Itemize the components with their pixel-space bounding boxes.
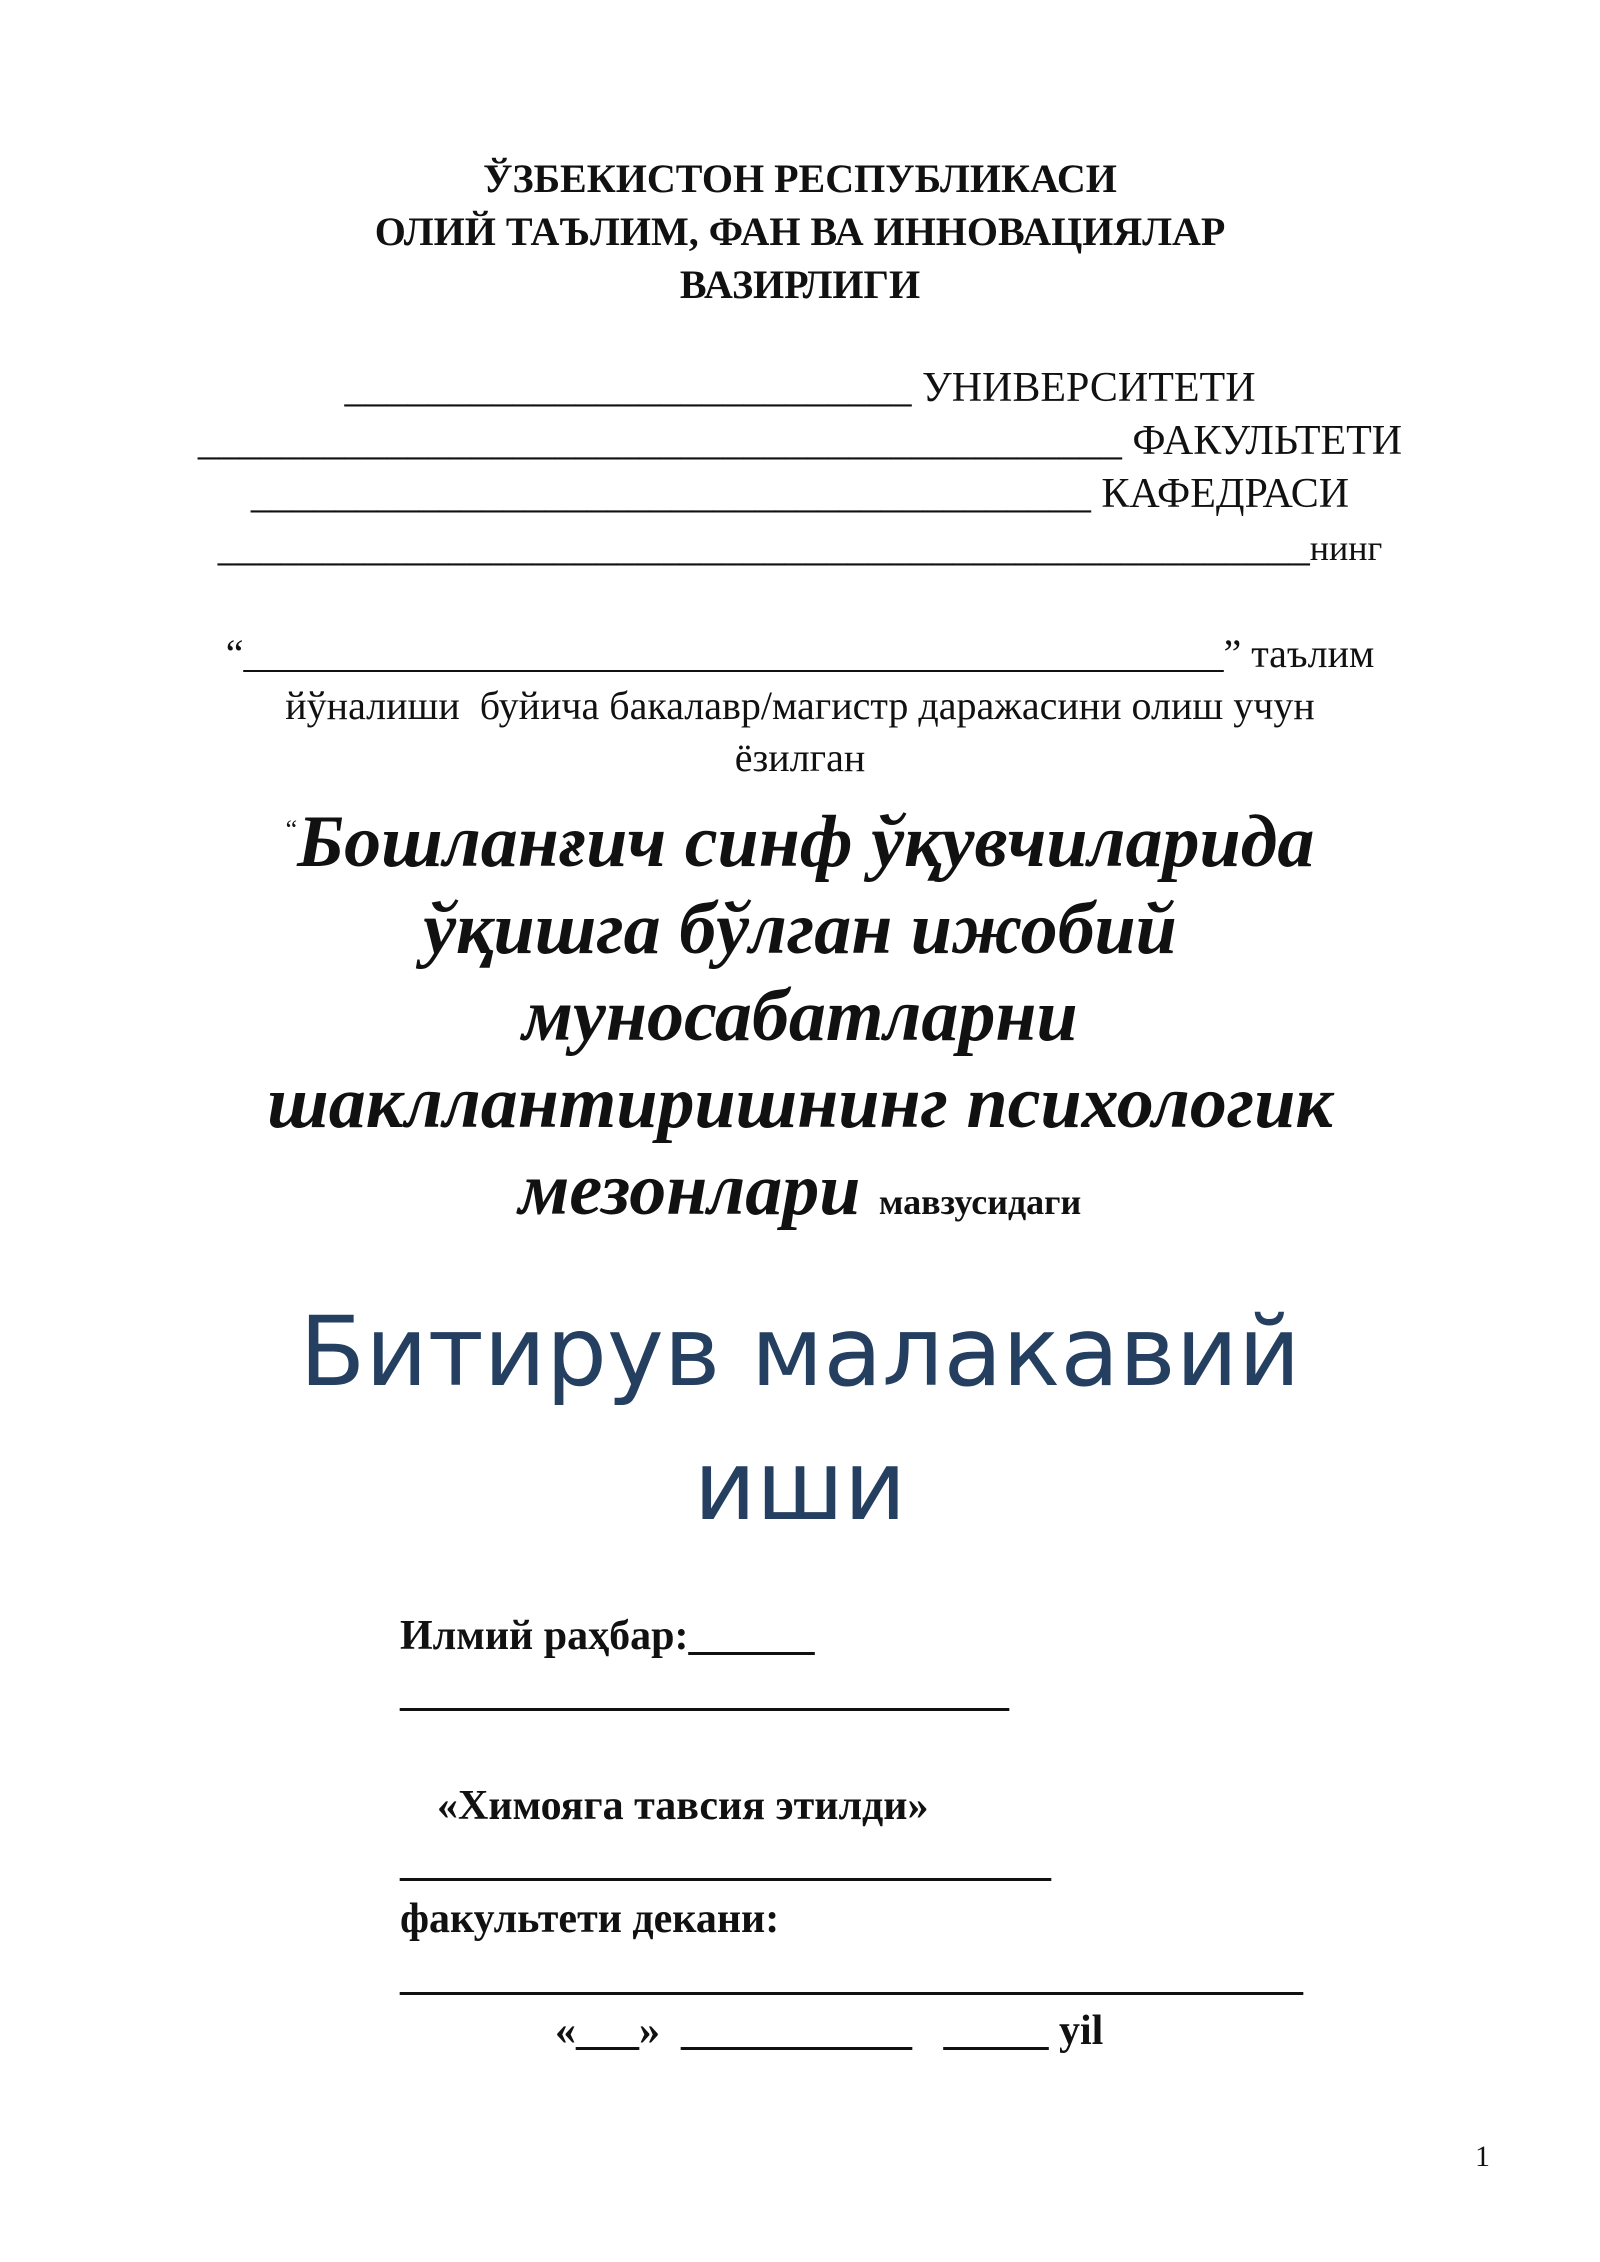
dean-blank: ___________________________________________: [400, 1953, 1303, 1999]
work-type-title: [0, 1285, 1600, 1553]
study-direction: [0, 628, 1600, 784]
topic-open-quote: “: [285, 815, 298, 844]
ning-blank: ____________________________________________________: [217, 524, 1310, 570]
faculty-line: ____________________________________________ ФАКУЛЬТЕТИ: [197, 418, 1403, 464]
topic-line-4: шакллантиришнинг психологик: [267, 1062, 1333, 1144]
ministry-line-2: ОЛИЙ ТАЪЛИМ, ФАН ВА ИННОВАЦИЯЛАР: [374, 209, 1226, 254]
direction-line-1: “_________________________________________________” таълим: [225, 631, 1375, 676]
direction-line-2: йўналиши буйича бакалавр/магистр даражасини олиш учун: [285, 683, 1315, 728]
ministry-line-1: ЎЗБЕКИСТОН РЕСПУБЛИКАСИ: [483, 156, 1117, 201]
topic-line-1-text: Бошланғич синф ўқувчиларида: [297, 801, 1315, 883]
ning-line: [0, 521, 1600, 575]
recommended-label: «Химояга тавсия этилди»: [437, 1783, 929, 1829]
topic-suffix: мавзусидаги: [878, 1182, 1082, 1222]
topic-line-1: [0, 786, 1600, 886]
ministry-line-3: ВАЗИРЛИГИ: [679, 262, 921, 307]
ministry-header: [0, 152, 1600, 311]
work-type-line-1: Битирув малакавий: [299, 1296, 1301, 1408]
topic-line-5: [0, 1147, 1600, 1246]
supervisor-label: Илмий раҳбар:______: [400, 1613, 815, 1659]
thesis-topic: [0, 786, 1600, 1246]
dean-label: факультети декани:: [400, 1896, 780, 1942]
topic-line-3: муносабатларни: [522, 975, 1078, 1057]
work-type-line-2: иши: [693, 1430, 907, 1542]
ning-suffix: нинг: [1309, 528, 1383, 568]
topic-line-5-text: мезонлари: [518, 1149, 861, 1231]
direction-line-3: ёзилган: [734, 735, 866, 780]
institution-block: [0, 362, 1600, 575]
university-line: ___________________________ УНИВЕРСИТЕТИ: [344, 365, 1256, 411]
page-number: 1: [1475, 2140, 1490, 2173]
topic-line-2: ўқишга бўлган ижобий: [423, 888, 1177, 970]
date-line: «___» ___________ _____ yil: [555, 2008, 1104, 2054]
department-line: ________________________________________ КАФЕДРАСИ: [250, 471, 1350, 517]
supervisor-blank: _____________________________: [400, 1669, 1009, 1715]
recommended-blank: _______________________________: [400, 1839, 1051, 1885]
